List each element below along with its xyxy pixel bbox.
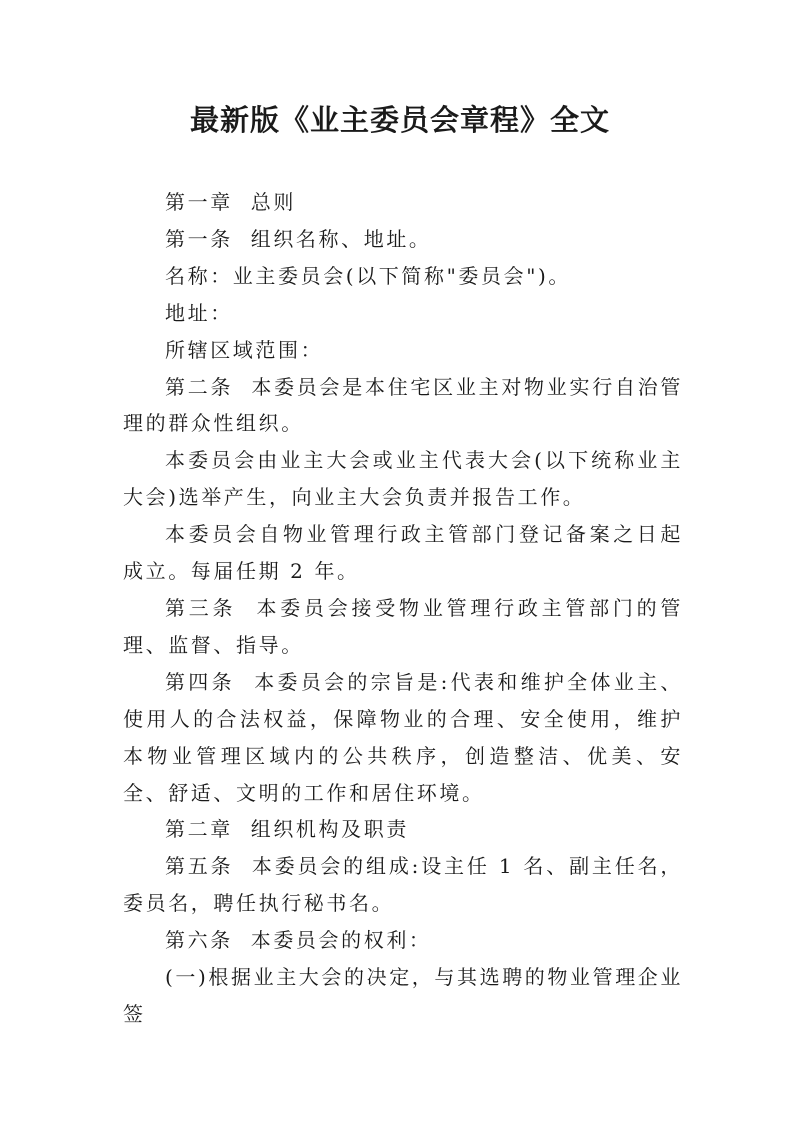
document-body bbox=[123, 184, 683, 1033]
chapter-heading: 第二章 组织机构及职责 bbox=[165, 817, 409, 842]
document-title: 最新版《业主委员会章程》全文 bbox=[189, 103, 610, 137]
article-paragraph: 第三条 本委员会接受物业管理行政主管部门的管理、监督、指导。 bbox=[123, 595, 683, 657]
body-paragraph: 名称：业主委员会(以下简称"委员会")。 bbox=[165, 263, 572, 288]
body-paragraph: 本委员会由业主大会或业主代表大会(以下统称业主大会)选举产生，向业主大会负责并报告工作。 bbox=[123, 448, 683, 510]
article-paragraph: 第二条 本委员会是本住宅区业主对物业实行自治管理的群众性组织。 bbox=[123, 374, 683, 436]
article-paragraph: 第四条 本委员会的宗旨是:代表和维护全体业主、使用人的合法权益，保障物业的合理、安全使用，维护本物业管理区域内的公共秩序，创造整洁、优美、安全、舒适、文明的工作和居住环境。 bbox=[123, 669, 683, 805]
article-paragraph: 第五条 本委员会的组成:设主任 1 名、副主任名，委员名，聘任执行秘书名。 bbox=[123, 854, 683, 916]
article-paragraph: 第一条 组织名称、地址。 bbox=[165, 226, 432, 251]
body-paragraph: 本委员会自物业管理行政主管部门登记备案之日起成立。每届任期 2 年。 bbox=[123, 522, 683, 584]
article-paragraph: 第六条 本委员会的权利： bbox=[165, 928, 432, 953]
body-paragraph: 地址： bbox=[165, 300, 233, 325]
list-item-paragraph: (一)根据业主大会的决定，与其选聘的物业管理企业签 bbox=[123, 965, 684, 1026]
body-paragraph: 所辖区域范围： bbox=[165, 337, 324, 362]
chapter-heading: 第一章 总则 bbox=[165, 190, 296, 214]
